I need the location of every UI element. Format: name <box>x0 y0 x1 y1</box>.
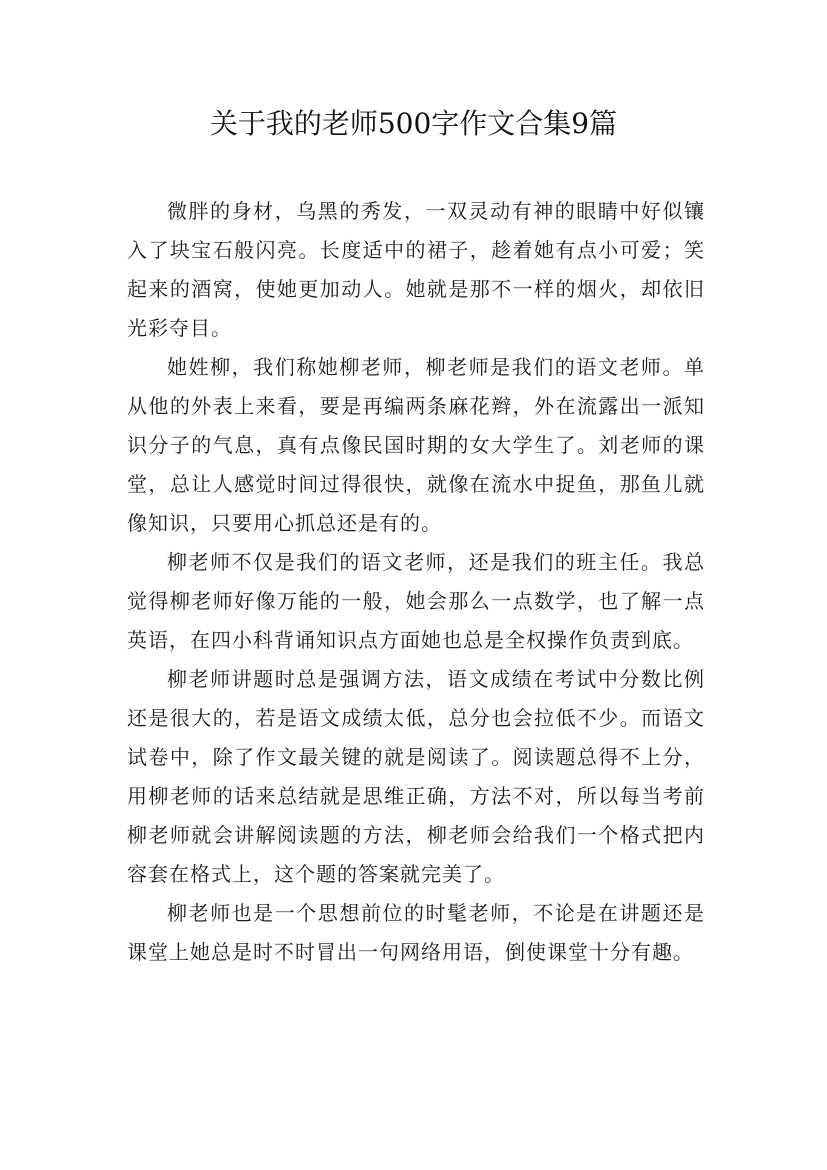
paragraph-5: 柳老师也是一个思想前位的时髦老师，不论是在讲题还是课堂上她总是时不时冒出一句网络用语，倒使课堂十分有趣。 <box>127 901 705 964</box>
paragraph-3: 柳老师不仅是我们的语文老师，还是我们的班主任。我总觉得柳老师好像万能的一般，她会那么一点数学，也了解一点英语，在四小科背诵知识点方面她也总是全权操作负责到底。 <box>127 550 705 652</box>
paragraph-4: 柳老师讲题时总是强调方法，语文成绩在考试中分数比例还是很大的，若是语文成绩太低，总分也会拉低不少。而语文试卷中，除了作文最关键的就是阅读了。阅读题总得不上分，用柳老师的话来总结就是思维正确，方法不对，所以每当考前柳老师就会讲解阅读题的方法，柳老师会给我们一个格式把内容套在格式上，这个题的答案就完美了。 <box>127 667 705 886</box>
paragraph-1: 微胖的身材，乌黑的秀发，一双灵动有神的眼睛中好似镶入了块宝石般闪亮。长度适中的裙子，趁着她有点小可爱；笑起来的酒窝，使她更加动人。她就是那不一样的烟火，却依旧光彩夺目。 <box>127 199 705 340</box>
document-body <box>127 192 705 972</box>
paragraph-2: 她姓柳，我们称她柳老师，柳老师是我们的语文老师。单从他的外表上来看，要是再编两条麻花辫，外在流露出一派知识分子的气息，真有点像民国时期的女大学生了。刘老师的课堂，总让人感觉时间过得很快，就像在流水中捉鱼，那鱼儿就像知识，只要用心抓总还是有的。 <box>127 355 705 535</box>
document-title: 关于我的老师500字作文合集9篇 <box>209 107 618 140</box>
